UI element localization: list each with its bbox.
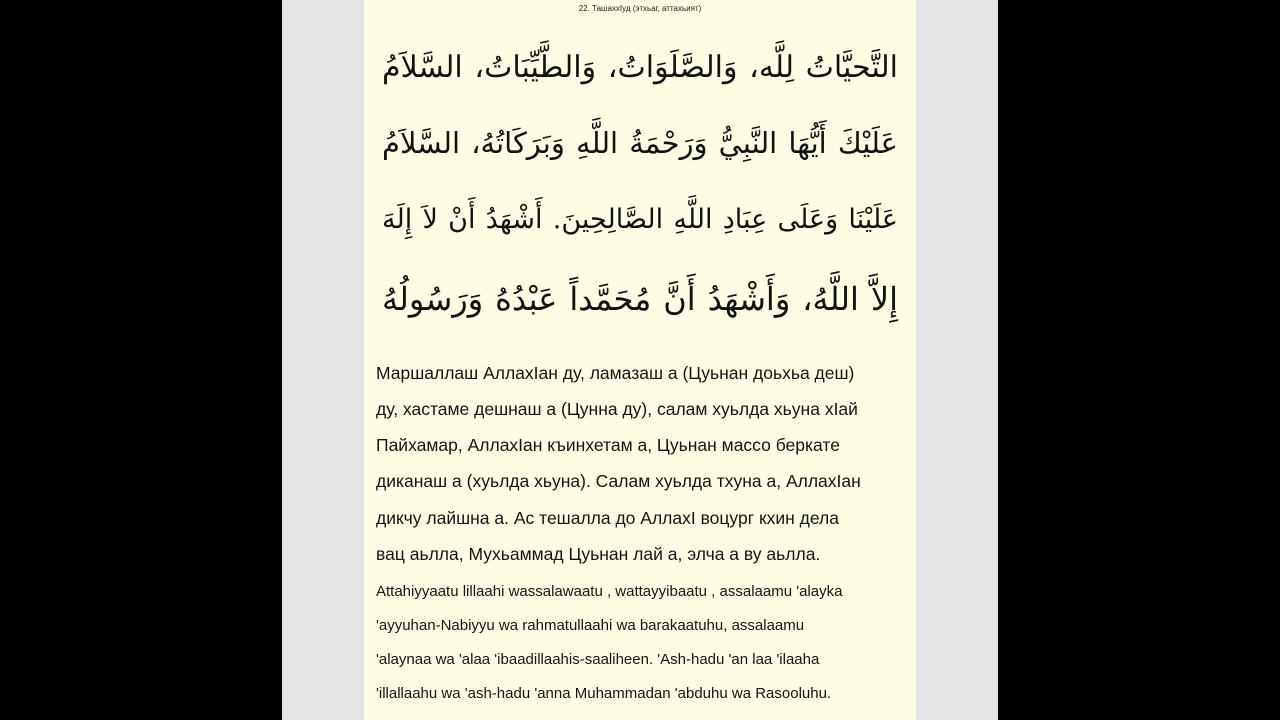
transliteration-line-1: Attahiyyaatu lillaahi wassalawaatu , wattayyibaatu , assalaamu 'alayka	[376, 583, 843, 600]
chechen-line-3: Пайхамар, АллахӀан къинхетам а, Цуьнан массо беркате	[376, 435, 840, 455]
transliteration-line-4: 'illallaahu wa 'ash-hadu 'anna Muhammadan 'abduhu wa Rasooluhu.	[376, 685, 832, 702]
left-margin-panel	[282, 0, 364, 720]
arabic-line-2: عَلَيْكَ أَيُّهَا النَّبِيُّ وَرَحْمَةُ اللَّهِ وَبَرَكَاتُهُ، السَّلاَمُ	[382, 126, 898, 160]
transliteration-line-2: 'ayyuhan-Nabiyyu wa rahmatullaahi wa barakaatuhu, assalaamu	[376, 617, 805, 634]
chechen-line-5: дикчу лайшна а. Ас тешалла до АллахӀ воцург кхин дела	[376, 508, 839, 528]
transliteration-line-3: 'alaynaa wa 'alaa 'ibaadillaahis-saaliheen. 'Ash-hadu 'an laa 'ilaaha	[376, 651, 820, 668]
document-page	[364, 0, 916, 720]
page-title: 22. ТашаххӀуд (этхьаг, аттахьият)	[578, 4, 702, 13]
arabic-line-4: إِلاَّ اللَّهُ، وَأَشْهَدُ أَنَّ مُحَمَّداً عَبْدُهُ وَرَسُولُهُ	[382, 280, 898, 318]
chechen-line-2: ду, хастаме дешнаш а (Цунна ду), салам хуьлда хьуна хӀай	[376, 399, 858, 419]
right-margin-panel	[916, 0, 998, 720]
arabic-line-3: عَلَيْنَا وَعَلَى عِبَادِ اللَّهِ الصَّالِحِينَ. أَشْهَدُ أَنْ لاَ إِلَهَ	[382, 204, 898, 235]
chechen-line-4: диканаш а (хуьлда хьуна). Салам хуьлда тхуна а, АллахӀан	[376, 471, 861, 491]
arabic-line-1: التَّحيَّاتُ لِلَّه، وَالصَّلَوَاتُ، وَالطَّيِّبَاتُ، السَّلاَمُ	[382, 50, 898, 85]
chechen-line-1: Маршаллаш АллахӀан ду, ламазаш а (Цуьнан доьхьа деш)	[376, 363, 855, 383]
chechen-line-6: вац аьлла, Мухьаммад Цуьнан лай а, элча а ву аьлла.	[376, 544, 821, 564]
